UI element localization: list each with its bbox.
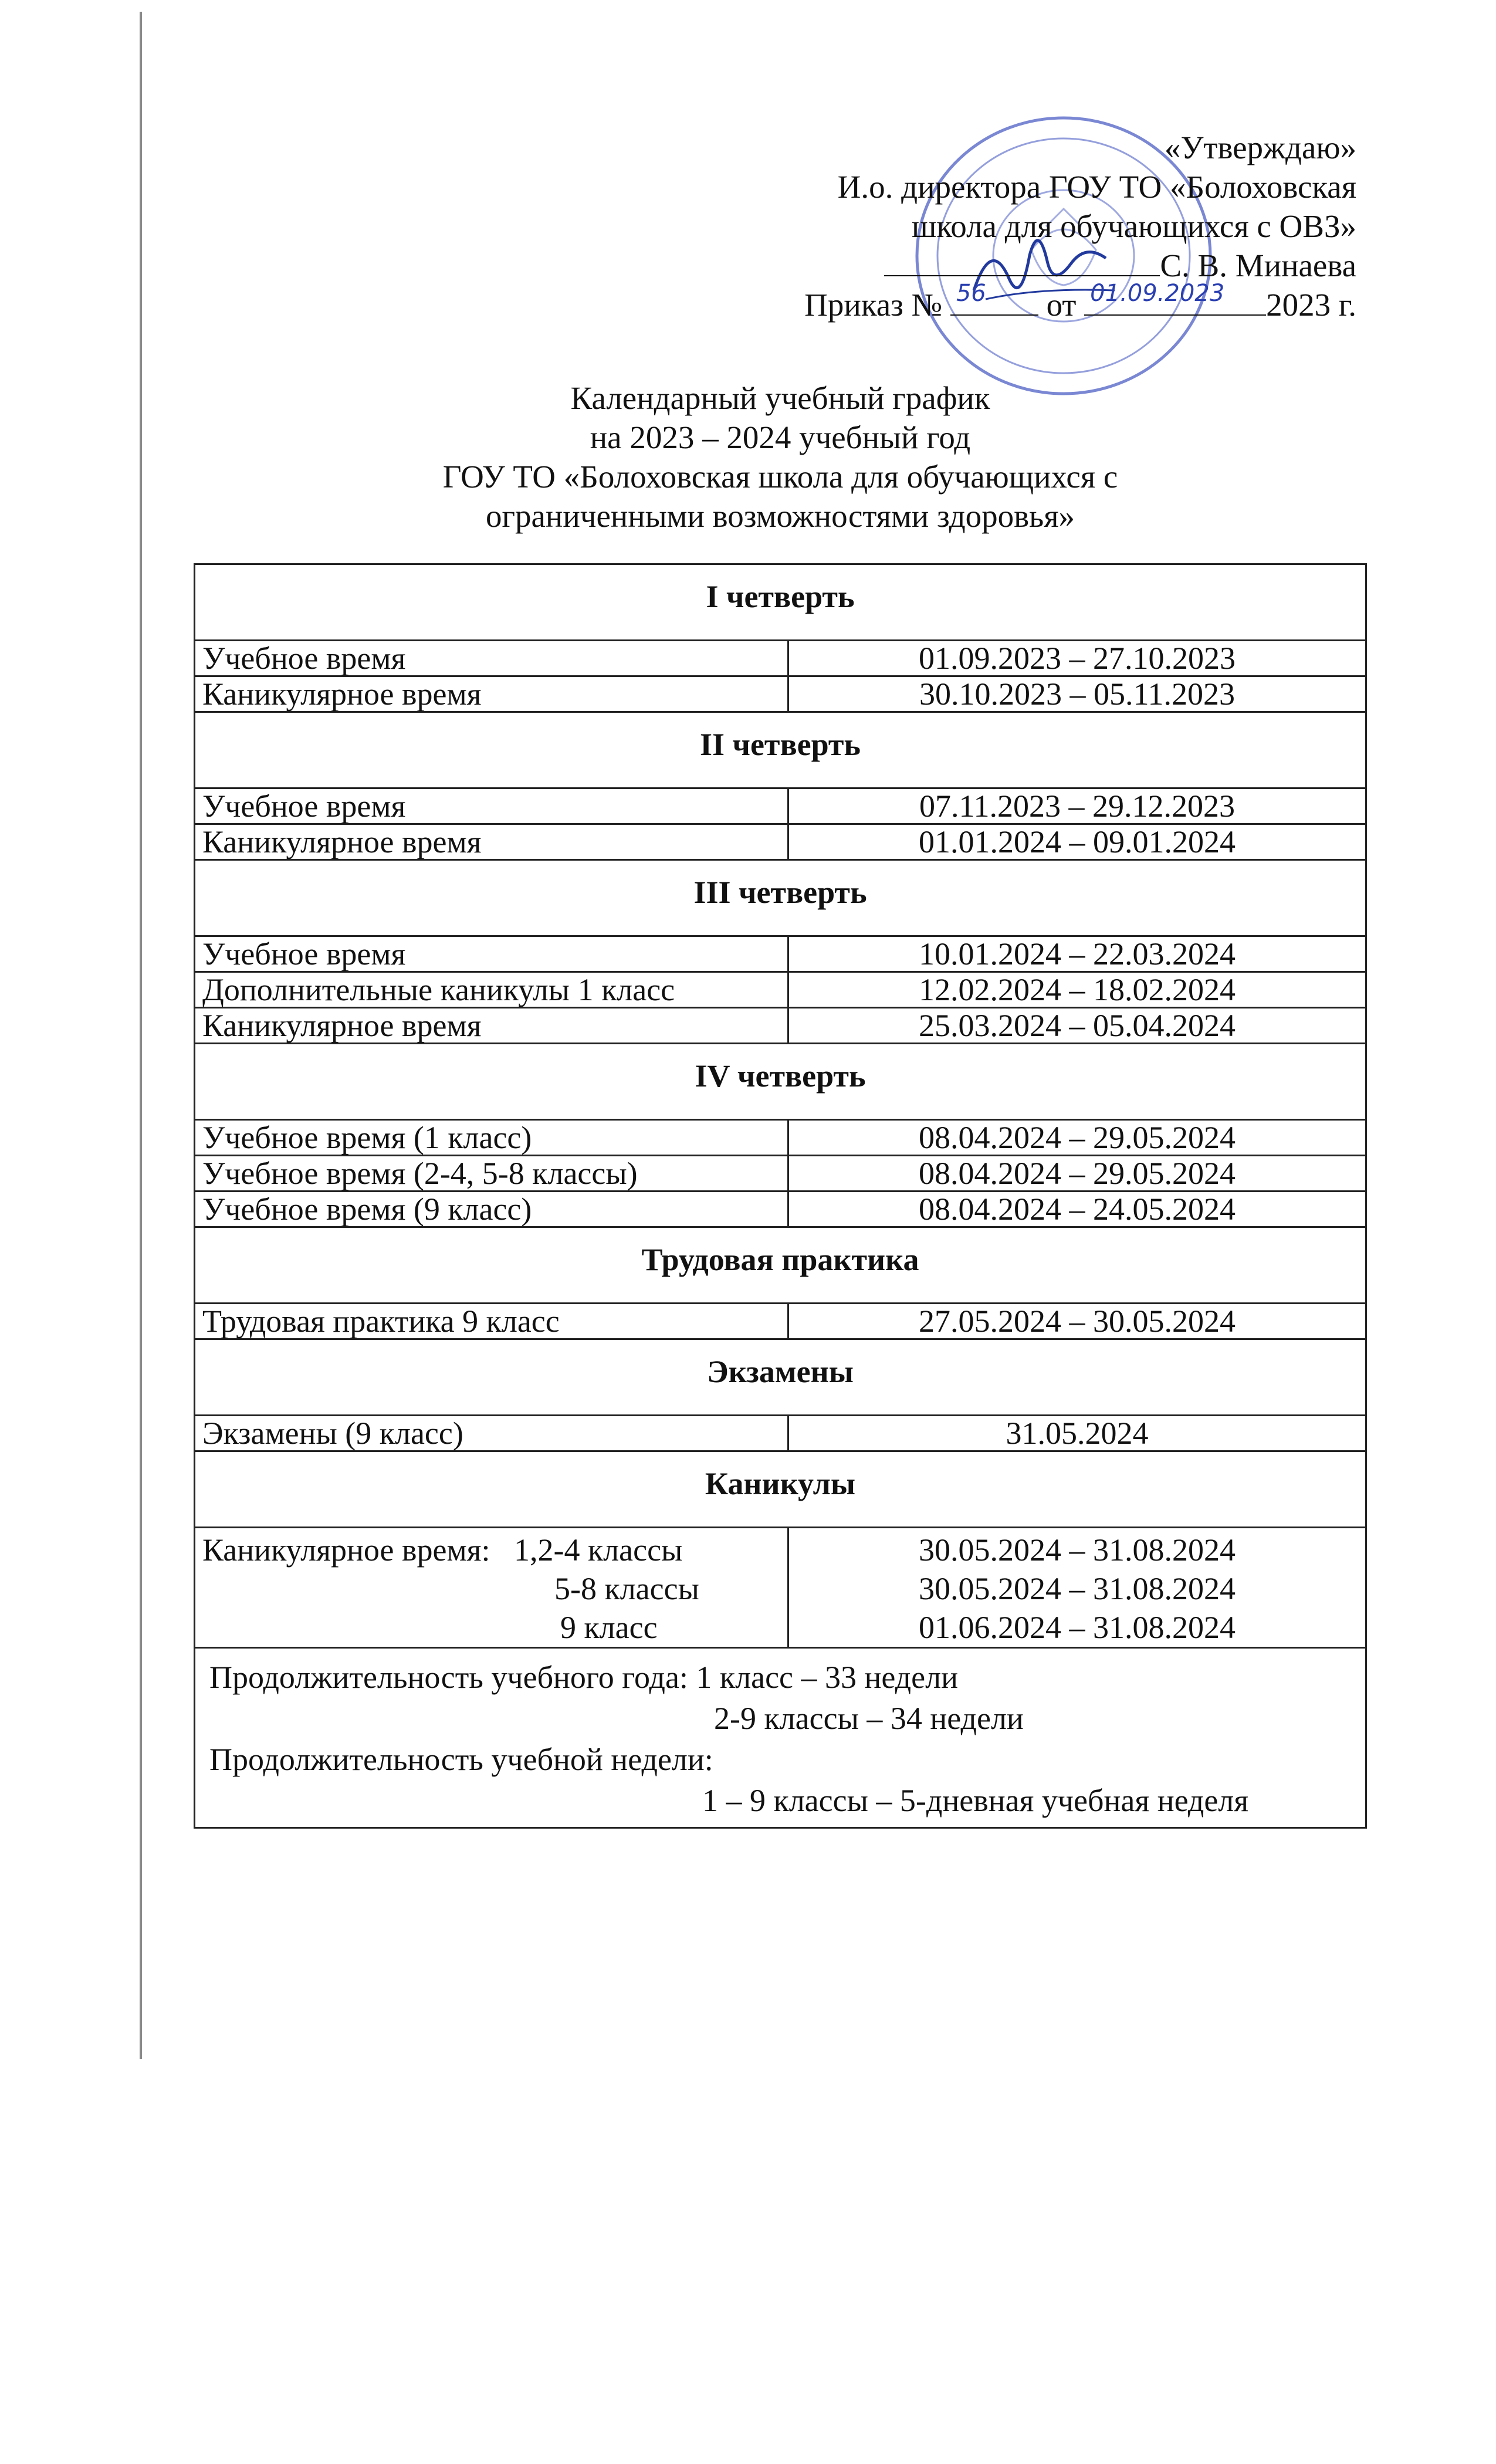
holidays-label-prefix: Каникулярное время: — [202, 1532, 490, 1568]
holidays-dates: 01.06.2024 – 31.08.2024 — [919, 1610, 1236, 1645]
row-dates: 25.03.2024 – 05.04.2024 — [788, 1008, 1366, 1044]
section-heading: III четверть — [195, 860, 1366, 936]
row-label: Трудовая практика 9 класс — [195, 1304, 788, 1339]
row-dates: 10.01.2024 – 22.03.2024 — [788, 936, 1366, 972]
row-dates: 07.11.2023 – 29.12.2023 — [788, 788, 1366, 824]
signature-blank — [884, 246, 1160, 276]
table-row — [195, 824, 1366, 860]
section-heading-row — [195, 564, 1366, 641]
row-dates: 27.05.2024 – 30.05.2024 — [788, 1304, 1366, 1339]
section-heading: I четверть — [195, 564, 1366, 641]
title-line-2: на 2023 – 2024 учебный год — [590, 419, 971, 455]
duration-cell — [195, 1648, 1366, 1828]
table-row — [195, 1120, 1366, 1156]
row-label: Учебное время — [195, 788, 788, 824]
order-number-blank — [950, 280, 1038, 316]
holidays-dates: 30.05.2024 – 31.08.2024 — [919, 1532, 1236, 1568]
approval-heading: «Утверждаю» — [1164, 130, 1356, 165]
row-label: Каникулярное время — [195, 676, 788, 712]
holidays-label-cell — [195, 1528, 788, 1648]
section-heading-row — [195, 860, 1366, 936]
duration-row — [195, 1648, 1366, 1828]
row-label: Учебное время (2-4, 5-8 классы) — [195, 1156, 788, 1192]
title-line-3: ГОУ ТО «Болоховская школа для обучающихся с — [442, 459, 1118, 495]
section-heading: IV четверть — [195, 1044, 1366, 1120]
holidays-group: 5-8 классы — [554, 1571, 699, 1606]
holidays-row — [195, 1528, 1366, 1648]
row-dates: 30.10.2023 – 05.11.2023 — [788, 676, 1366, 712]
holidays-dates-cell — [788, 1528, 1366, 1648]
approval-position: И.о. директора ГОУ ТО «Болоховская — [837, 169, 1356, 205]
title-line-1: Календарный учебный график — [570, 380, 990, 416]
section-heading-row — [195, 1339, 1366, 1416]
section-heading-row — [195, 712, 1366, 788]
table-row — [195, 936, 1366, 972]
approval-organization: школа для обучающихся с ОВЗ» — [912, 208, 1356, 244]
table-row — [195, 676, 1366, 712]
approval-order-line — [804, 280, 1356, 324]
holidays-group: 1,2-4 классы — [513, 1532, 683, 1568]
order-year: 2023 г. — [1266, 287, 1356, 323]
year-duration-line-1: Продолжительность учебного года: 1 класс – 33 недели — [209, 1660, 958, 1695]
row-label: Каникулярное время — [195, 1008, 788, 1044]
row-label: Учебное время (9 класс) — [195, 1192, 788, 1227]
week-duration-line-2: 1 – 9 классы – 5-дневная учебная неделя — [702, 1783, 1249, 1818]
section-heading-row — [195, 1451, 1366, 1528]
week-duration-line-1: Продолжительность учебной недели: — [209, 1742, 713, 1777]
table-row — [195, 972, 1366, 1008]
director-name: С. В. Минаева — [1160, 248, 1356, 283]
row-dates: 12.02.2024 – 18.02.2024 — [788, 972, 1366, 1008]
row-label: Каникулярное время — [195, 824, 788, 860]
approval-signature-line — [804, 246, 1356, 285]
row-label: Учебное время — [195, 641, 788, 676]
row-dates: 01.01.2024 – 09.01.2024 — [788, 824, 1366, 860]
page-binding-line — [140, 12, 142, 2059]
holidays-label-line — [202, 1531, 780, 1569]
table-row — [195, 1416, 1366, 1451]
approval-block — [804, 128, 1356, 324]
table-row — [195, 788, 1366, 824]
table-row — [195, 1192, 1366, 1227]
order-date-blank — [1084, 280, 1266, 316]
section-heading-row — [195, 1044, 1366, 1120]
table-row — [195, 641, 1366, 676]
row-dates: 01.09.2023 – 27.10.2023 — [788, 641, 1366, 676]
row-dates: 08.04.2024 – 29.05.2024 — [788, 1120, 1366, 1156]
holidays-dates: 30.05.2024 – 31.08.2024 — [919, 1571, 1236, 1606]
row-dates: 08.04.2024 – 29.05.2024 — [788, 1156, 1366, 1192]
row-label: Учебное время — [195, 936, 788, 972]
row-label: Учебное время (1 класс) — [195, 1120, 788, 1156]
order-date: 01.09.2023 — [1090, 280, 1225, 307]
title-line-4: ограниченными возможностями здоровья» — [485, 498, 1075, 534]
row-dates: 08.04.2024 – 24.05.2024 — [788, 1192, 1366, 1227]
year-duration-line-2: 2-9 классы – 34 недели — [714, 1701, 1024, 1736]
document-title — [258, 378, 1302, 536]
holidays-group: 9 класс — [560, 1610, 658, 1645]
row-dates: 31.05.2024 — [788, 1416, 1366, 1451]
order-prefix: Приказ № — [804, 287, 943, 323]
section-heading: Каникулы — [195, 1451, 1366, 1528]
table-row — [195, 1304, 1366, 1339]
table-row — [195, 1008, 1366, 1044]
row-label: Экзамены (9 класс) — [195, 1416, 788, 1451]
schedule-table — [194, 563, 1367, 1829]
section-heading: Трудовая практика — [195, 1227, 1366, 1304]
order-from: от — [1046, 287, 1077, 323]
section-heading-row — [195, 1227, 1366, 1304]
row-label: Дополнительные каникулы 1 класс — [195, 972, 788, 1008]
section-heading: II четверть — [195, 712, 1366, 788]
order-number: 56 — [956, 280, 986, 307]
table-row — [195, 1156, 1366, 1192]
section-heading: Экзамены — [195, 1339, 1366, 1416]
